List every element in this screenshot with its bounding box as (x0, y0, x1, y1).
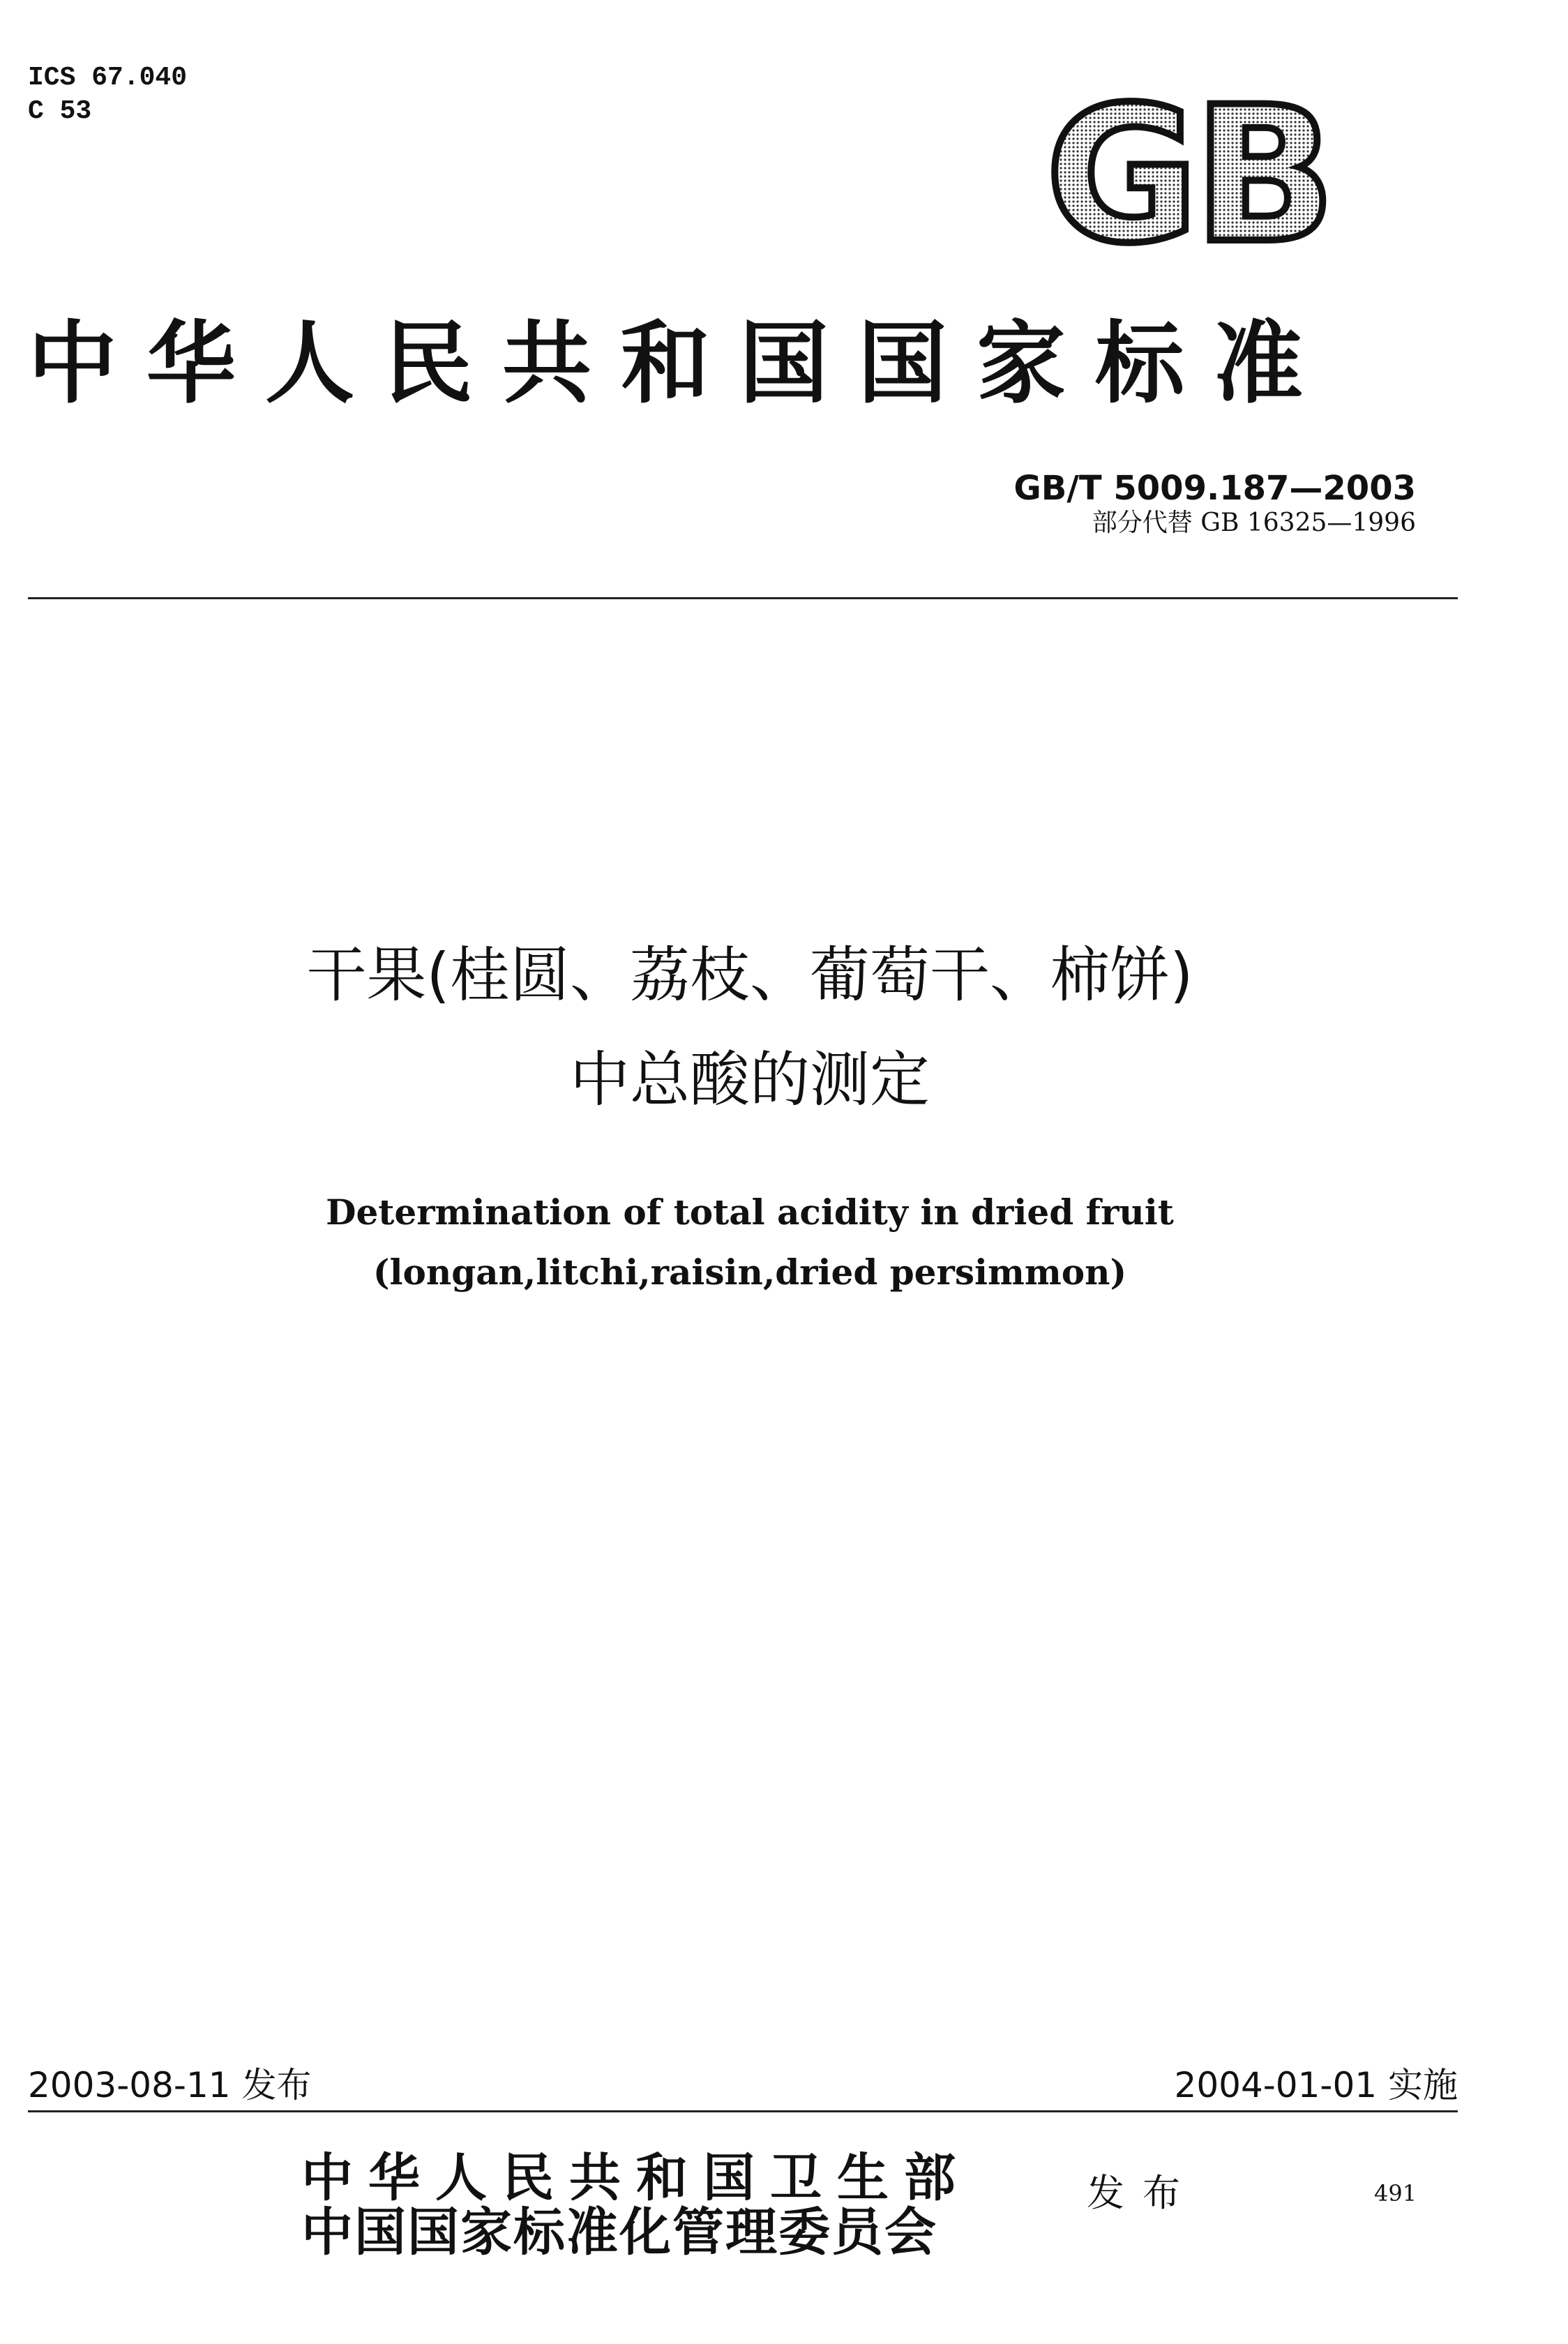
english-title-line2: (longan,litchi,raisin,dried persimmon) (372, 1252, 1127, 1293)
publisher-line1: 中华人民共和国卫生部 (301, 2148, 971, 2208)
standard-number: GB/T 5009.187—2003 (1013, 469, 1416, 508)
publish-label: 发布 (1087, 2171, 1198, 2215)
english-title-line1: Determination of total acidity in dried fruit (326, 1192, 1174, 1233)
implementation-date: 2004-01-01 实施 (1174, 2065, 1458, 2105)
gb-logo (1013, 82, 1363, 261)
classification-code: C 53 (28, 96, 92, 126)
replaces-note: 部分代替 GB 16325—1996 (1092, 509, 1416, 537)
chinese-title-line2: 中总酸的测定 (570, 1045, 930, 1115)
bottom-divider (28, 2110, 1458, 2112)
publisher-line2: 中国国家标准化管理委员会 (301, 2202, 937, 2262)
issue-date: 2003-08-11 发布 (28, 2065, 312, 2105)
ics-code: ICS 67.040 (28, 63, 188, 93)
top-divider (28, 597, 1458, 599)
chinese-title-line1: 干果(桂圆、荔枝、葡萄干、柿饼) (306, 940, 1193, 1010)
page-number: 491 (1374, 2180, 1417, 2207)
gb-logo-text: GB (1045, 82, 1331, 261)
standard-type-title: 中华人民共和国国家标准 (28, 311, 1333, 416)
